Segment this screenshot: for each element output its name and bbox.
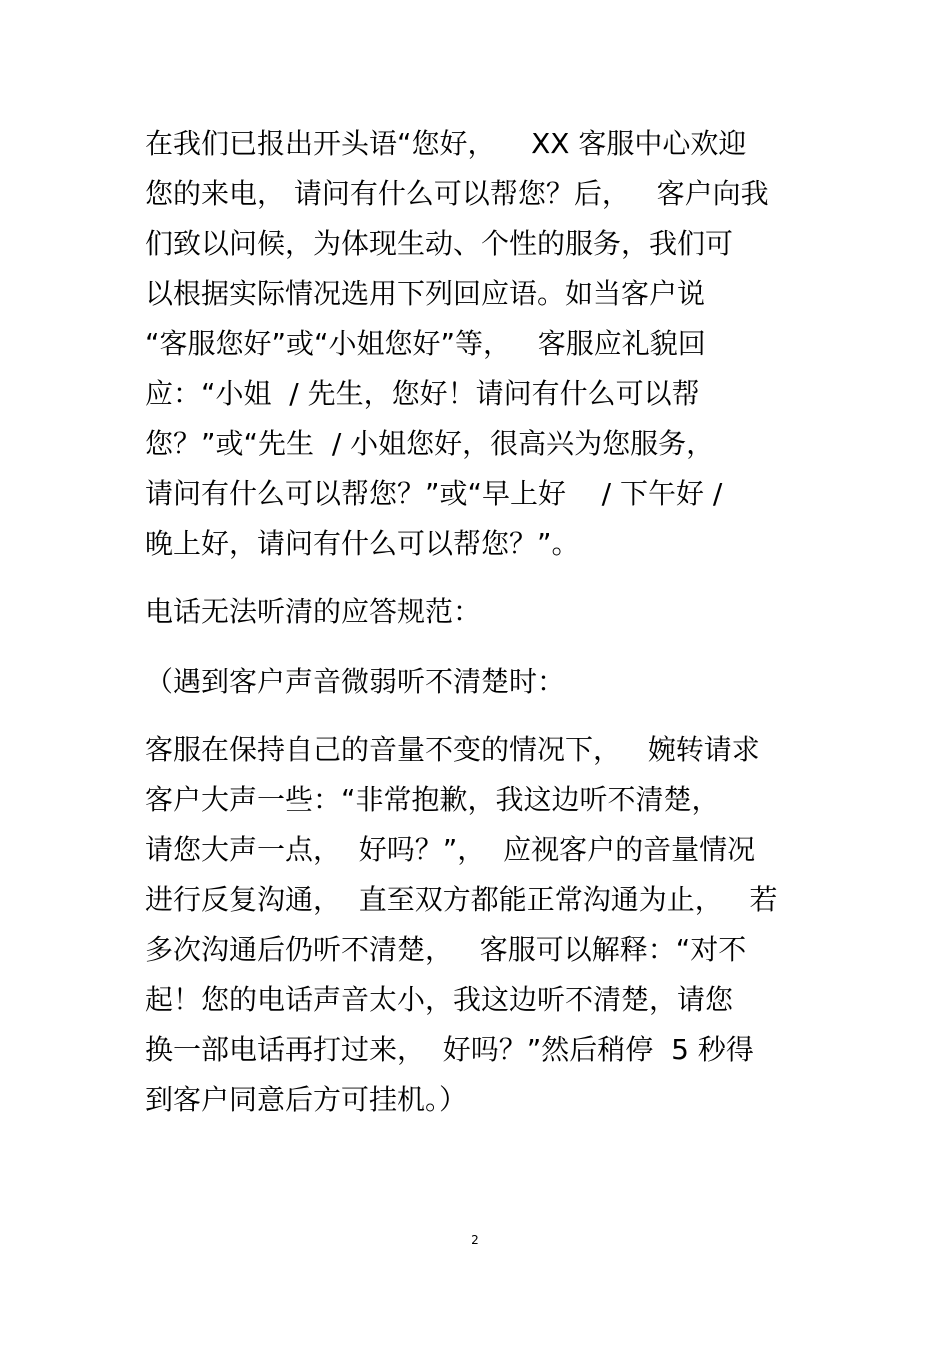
text-line: “客服您好”或“小姐您好”等， 客服应礼貌回	[145, 327, 706, 360]
text-line: 应：“小姐 / 先生，您好！请问有什么可以帮	[145, 377, 700, 410]
paragraph-greeting-responses	[145, 119, 810, 569]
text-line: 以根据实际情况选用下列回应语。如当客户说	[145, 277, 706, 310]
text-line: 们致以问候，为体现生动、个性的服务，我们可	[145, 227, 734, 260]
text-line: 客服在保持自己的音量不变的情况下， 婉转请求	[145, 733, 760, 766]
text-line: 在我们已报出开头语“您好， XX 客服中心欢迎	[145, 127, 747, 160]
text-line: 您？”或“先生 / 小姐您好，很高兴为您服务，	[145, 427, 715, 460]
subsection-heading	[145, 657, 810, 707]
section-heading	[145, 587, 810, 637]
text-line: 晚上好，请问有什么可以帮您？”。	[145, 527, 580, 560]
text-line: 起！您的电话声音太小，我这边听不清楚，请您	[145, 983, 734, 1016]
text-line: 请问有什么可以帮您？”或“早上好 / 下午好 /	[145, 477, 723, 510]
text-line: 到客户同意后方可挂机。）	[145, 1083, 468, 1116]
text-line: 换一部电话再打过来， 好吗？”然后稍停 5 秒得	[145, 1033, 754, 1066]
text-line: 客户大声一些：“非常抱歉，我这边听不清楚，	[145, 783, 720, 816]
text-line: 进行反复沟通， 直至双方都能正常沟通为止， 若	[145, 883, 778, 916]
text-line: 多次沟通后仍听不清楚， 客服可以解释：“对不	[145, 933, 747, 966]
text-line: 您的来电， 请问有什么可以帮您？后， 客户向我	[145, 177, 769, 210]
heading-text: 电话无法听清的应答规范：	[145, 595, 482, 628]
subheading-text: （遇到客户声音微弱听不清楚时：	[145, 665, 566, 698]
paragraph-unclear-call-handling	[145, 725, 810, 1125]
page-number: 2	[471, 1233, 479, 1247]
text-line: 请您大声一点， 好吗？”， 应视客户的音量情况	[145, 833, 756, 866]
